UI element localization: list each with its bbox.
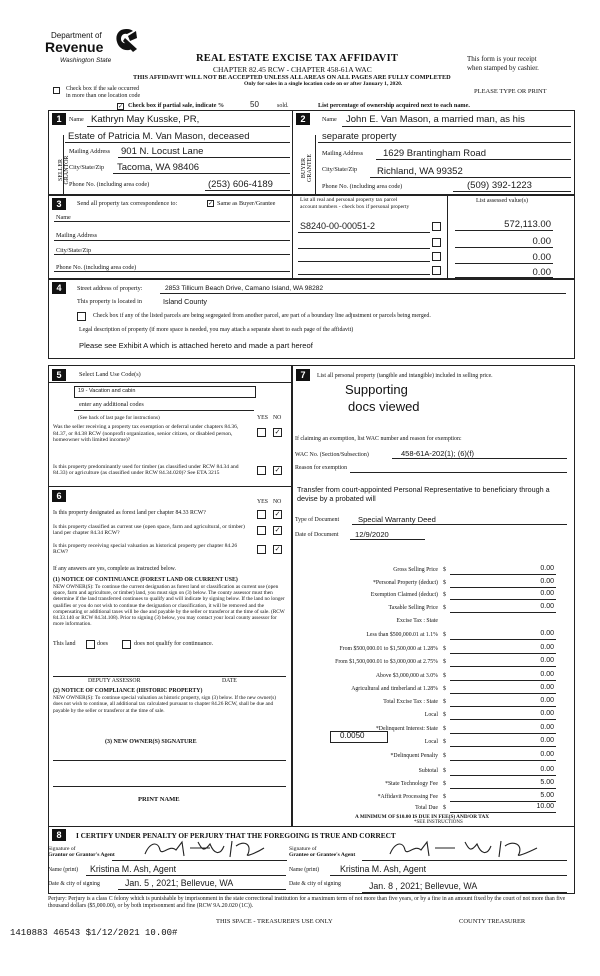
s6-no: NO <box>273 499 282 505</box>
tax-row-label: From $500,000.01 to $1,500,000 at 1.28% <box>339 646 438 652</box>
same-as-buyer-checkbox[interactable]: ✓ <box>208 200 214 207</box>
tax-row-value[interactable]: 5.00 <box>540 779 554 786</box>
tax-row-label: Exemption Claimed (deduct) <box>370 592 438 598</box>
recording-stamp: 1410883 46543 $1/12/2021 10.00# <box>10 928 178 938</box>
tax-row-label: *Delinquent Interest: State <box>375 726 438 732</box>
receipt-line1: This form is your receipt <box>467 55 537 63</box>
s5-q1: Was the seller receiving a property tax exemption or deferral under chapters 84.36, 84.37, or 84.38 RCW (nonprofit organization, senior citizen, or disabled person, homeowner with limited income)? <box>53 424 239 443</box>
segregated-checkbox[interactable] <box>77 312 86 321</box>
assessed-header: List assessed value(s) <box>476 198 528 204</box>
buyer-phone[interactable]: (509) 392-1223 <box>467 180 532 191</box>
dor-logo-icon <box>113 27 139 55</box>
tax-row-dollar-sign: $ <box>443 686 446 692</box>
tax-row-dollar-sign: $ <box>443 781 446 787</box>
seller-phone-label: Phone No. (including area code) <box>69 181 150 188</box>
notice2-body: NEW OWNER(S): To continue special valuation as historic property, sign (3) below. If the new owner(s) does not wish to continue, all additional tax calculated pursuant to chapter 84.26 RCW, shall be due and payable by the seller or transferor at the time of sale. <box>53 695 277 714</box>
section-3-badge: 3 <box>52 198 66 210</box>
tax-row-underline <box>450 733 556 734</box>
tax-row-underline <box>450 693 556 694</box>
tax-row-label: Agricultural and timberland at 1.28% <box>351 686 438 692</box>
doc-date-label: Date of Document <box>295 532 339 538</box>
buyer-side-label: BUYER GRANTEE <box>301 154 313 182</box>
section-2-badge: 2 <box>296 113 310 125</box>
land-use-code: 19 - Vacation and cabin <box>78 388 136 394</box>
print-name-label: PRINT NAME <box>138 796 180 803</box>
land-use-label: Select Land Use Code(s) <box>79 371 141 378</box>
if-yes-label: If any answers are yes, complete as instructed below. <box>53 566 176 572</box>
tax-row-dollar-sign: $ <box>443 712 446 718</box>
seller-city[interactable]: Tacoma, WA 98406 <box>117 162 200 173</box>
tax-row-value[interactable]: 0.00 <box>540 710 554 717</box>
tax-row-underline <box>450 760 556 761</box>
tax-row-underline <box>450 680 556 681</box>
s6-q2-no-checkbox[interactable]: ✓ <box>274 526 281 534</box>
grantor-name-label: Name (print) <box>48 867 79 873</box>
land-does-label: does <box>97 641 108 647</box>
land-does-not-checkbox[interactable] <box>122 640 131 649</box>
assessed-value-2[interactable]: 0.00 <box>532 236 551 247</box>
grantee-date-label: Date & city of signing <box>289 881 341 887</box>
tax-row-value[interactable]: 10.00 <box>536 803 554 810</box>
buyer-mailing[interactable]: 1629 Brantingham Road <box>383 148 486 159</box>
minimum-fee-note: A MINIMUM OF $10.00 IS DUE IN FEE(S) AND/OR TAX <box>355 814 490 820</box>
grantee-signature[interactable] <box>385 838 545 860</box>
please-type: PLEASE TYPE OR PRINT <box>474 88 547 95</box>
tax-row-dollar-sign: $ <box>443 768 446 774</box>
buyer-name-label: Name <box>322 116 337 123</box>
tax-row-label: Excise Tax : State <box>396 618 438 624</box>
partial-sale-label: Check box if partial sale, indicate % <box>128 102 225 109</box>
tax-row-value[interactable]: 0.00 <box>540 603 554 610</box>
tax-row-dollar-sign: $ <box>443 592 446 598</box>
tax-row-underline <box>450 639 556 640</box>
tax-row-label: Less than $500,000.01 at 1.1% <box>366 632 438 638</box>
buyer-name2[interactable]: separate property <box>322 131 397 142</box>
buyer-name1[interactable]: John E. Van Mason, a married man, as his <box>346 114 525 125</box>
s6-q2: Is this property classified as current use (open space, farm and agricultural, or timber) land per chapter 84.34 RCW? <box>53 524 245 537</box>
seller-city-label: City/State/Zip <box>69 164 105 171</box>
multi-location-line2: in more than one location code <box>66 93 141 99</box>
tax-row-dollar-sign: $ <box>443 794 446 800</box>
seller-mailing-label: Mailing Address <box>69 148 111 155</box>
partial-sale-checkbox[interactable]: ✓ <box>118 103 124 110</box>
tax-row-label: Above $3,000,000 at 3.0% <box>375 673 438 679</box>
s5-yes: YES <box>257 415 268 421</box>
tax-row-underline <box>450 788 556 789</box>
street-address[interactable]: 2853 Tillicum Beach Drive, Camano Island, WA 98282 <box>165 285 324 292</box>
s3-name-label: Name <box>56 214 71 221</box>
s3-city-label: City/State/Zip <box>56 247 92 254</box>
s5-q1-yes-checkbox[interactable] <box>257 428 266 437</box>
multi-location-checkbox[interactable] <box>53 87 60 94</box>
form-only-for: Only for sales in a single location code on or after January 1, 2020. <box>244 81 403 87</box>
personal-property-label: List all personal property (tangible and intangible) included in selling price. <box>317 373 493 379</box>
tax-row-value[interactable]: 0.00 <box>540 766 554 773</box>
partial-sale-sold: sold. <box>277 103 289 109</box>
tax-row-underline <box>450 746 556 747</box>
tax-row-value[interactable]: 0.00 <box>540 644 554 651</box>
tax-row-value[interactable]: 0.00 <box>540 578 554 585</box>
buyer-mailing-label: Mailing Address <box>322 150 364 157</box>
partial-sale-pct[interactable]: 50 <box>250 100 259 109</box>
tax-row-dollar-sign: $ <box>443 673 446 679</box>
section-7-badge: 7 <box>296 369 310 381</box>
tax-row-label: *Affidavit Processing Fee <box>377 794 438 800</box>
doc-type-label: Type of Document <box>295 517 340 523</box>
tax-row-label: Gross Selling Price <box>393 567 438 573</box>
section-5-badge: 5 <box>52 369 66 381</box>
s6-q1: Is this property designated as forest land per chapter 84.33 RCW? <box>53 510 206 516</box>
section-1-badge: 1 <box>52 113 66 125</box>
tax-row-underline <box>450 612 556 613</box>
tax-row-value[interactable]: 0.00 <box>540 724 554 731</box>
tax-row-dollar-sign: $ <box>443 567 446 573</box>
notice1-title: (1) NOTICE OF CONTINUANCE (FOREST LAND OR CURRENT USE) <box>53 577 238 583</box>
multi-location-line1: Check box if the sale occurred <box>66 86 140 92</box>
notice1-body: NEW OWNER(S): To continue the current designation as forest land or classification as current use (open space, farm and agriculture, or timber) land, you must sign on (3) below. The county assessor must then determine if the land transferred continues to qualify and will indicate by signing below. If the land no longer qualifies or you do not wish to continue the designation or classification, it will be removed and the compensating or additional taxes will be due and payable by the seller or transferor at the time of sale. (RCW 84.33.140 or RCW 84.34.108). Prior to signing (3) below, you may contact your local county assessor for more information. <box>53 584 285 628</box>
tax-row-underline <box>450 719 556 720</box>
tax-row-value[interactable]: 0.00 <box>540 630 554 637</box>
grantor-date-city[interactable]: Jan. 5 , 2021; Bellevue, WA <box>125 878 234 888</box>
tax-row-value[interactable]: 0.00 <box>540 590 554 597</box>
s6-q3-yes-checkbox[interactable] <box>257 545 266 554</box>
certify-statement: I CERTIFY UNDER PENALTY OF PERJURY THAT THE FOREGOING IS TRUE AND CORRECT <box>76 831 396 840</box>
buyer-city-label: City/State/Zip <box>322 166 358 173</box>
list-percentage: List percentage of ownership acquired next to each name. <box>318 102 470 109</box>
tax-row-underline <box>450 801 556 802</box>
tax-row-dollar-sign: $ <box>443 580 446 586</box>
legal-description[interactable]: Please see Exhibit A which is attached hereto and made a part hereof <box>79 341 313 350</box>
tax-row-label: Total Due <box>415 805 438 811</box>
s6-q1-no-checkbox[interactable]: ✓ <box>274 510 281 518</box>
tax-row-dollar-sign: $ <box>443 659 446 665</box>
exemption-reason[interactable]: Transfer from court-appointed Personal Representative to beneficiary through a devise by a probated will <box>297 485 550 503</box>
correspondence-label: Send all property tax correspondence to: <box>77 200 178 207</box>
doc-type[interactable]: Special Warranty Deed <box>358 515 436 524</box>
personal-property-checkbox-2[interactable] <box>432 238 441 247</box>
tax-row-label: Total Excise Tax : State <box>383 699 438 705</box>
tax-row-underline <box>450 599 556 600</box>
tax-row-label: Local <box>424 712 438 718</box>
tax-row-underline <box>450 653 556 654</box>
assessed-value-1[interactable]: 572,113.00 <box>504 219 551 230</box>
tax-row-value[interactable]: 5.00 <box>540 792 554 799</box>
s5-q1-no-checkbox[interactable]: ✓ <box>274 428 281 436</box>
s6-q1-yes-checkbox[interactable] <box>257 510 266 519</box>
tax-row-dollar-sign: $ <box>443 726 446 732</box>
tax-row-label: *Delinquent Penalty <box>390 753 438 759</box>
tax-row-underline <box>450 812 556 813</box>
s3-mailing-label: Mailing Address <box>56 232 98 239</box>
section-4-badge: 4 <box>52 282 66 294</box>
legal-description-label: Legal description of property (if more space is needed, you may attach a separate sheet to each page of the affidavit) <box>79 327 354 333</box>
local-rate: 0.0050 <box>340 731 365 740</box>
county-treasurer-label: COUNTY TREASURER <box>459 918 526 925</box>
tax-row-value[interactable]: 0.00 <box>540 697 554 704</box>
grantor-signature[interactable] <box>140 838 270 860</box>
notice2-title: (2) NOTICE OF COMPLIANCE (HISTORIC PROPERTY) <box>53 688 203 694</box>
tax-row-value[interactable]: 0.00 <box>540 751 554 758</box>
located-in[interactable]: Island County <box>163 297 207 306</box>
tax-row-underline <box>450 775 556 776</box>
perjury-notice: Perjury: Perjury is a class C felony which is punishable by imprisonment in the state correctional institution for a maximum term of not more than five years, or by a fine in an amount fixed by the court of not more than five thousand dollars ($5,000.00), or by both imprisonment and fine (RCW 9A.20.020 (1C)). <box>48 896 566 910</box>
s6-yes: YES <box>257 499 268 505</box>
assessed-value-4[interactable]: 0.00 <box>532 267 551 278</box>
treasurer-space-label: THIS SPACE - TREASURER'S USE ONLY <box>216 918 333 925</box>
tax-row-underline <box>450 587 556 588</box>
section-8-badge: 8 <box>52 829 66 841</box>
s5-q2-no-checkbox[interactable]: ✓ <box>274 466 281 474</box>
grantee-name-print[interactable]: Kristina M. Ash, Agent <box>340 864 427 874</box>
grantee-sig-label2: Grantee or Grantee's Agent <box>289 852 356 858</box>
receipt-line2: when stamped by cashier. <box>467 64 539 72</box>
personal-property-checkbox-4[interactable] <box>432 266 441 275</box>
tax-row-value[interactable]: 0.00 <box>540 565 554 572</box>
grantee-name-label: Name (print) <box>289 867 320 873</box>
parcels-header2: account numbers - check box if personal property <box>300 204 410 210</box>
segregated-label: Check box if any of the listed parcels are being segregated from another parcel, are part of a boundary line adjustment or parcels being merged. <box>93 313 431 319</box>
street-address-label: Street address of property: <box>77 285 143 292</box>
personal-property-checkbox-1[interactable] <box>432 222 441 231</box>
tax-row-dollar-sign: $ <box>443 605 446 611</box>
tax-row-dollar-sign: $ <box>443 739 446 745</box>
same-as-buyer-label: Same as Buyer/Grantee <box>217 200 276 207</box>
s6-q3: Is this property receiving special valuation as historical property per chapter 84.26 RCW? <box>53 543 238 556</box>
tax-row-label: Subtotal <box>418 768 438 774</box>
form-chapter: CHAPTER 82.45 RCW - CHAPTER 458-61A WAC <box>213 65 372 74</box>
deputy-date-label: DATE <box>222 678 237 684</box>
buyer-phone-label: Phone No. (including area code) <box>322 183 403 190</box>
land-does-not-label: does not qualify for continuance. <box>134 641 214 647</box>
form-title: REAL ESTATE EXCISE TAX AFFIDAVIT <box>196 53 399 64</box>
grantee-date-city[interactable]: Jan. 8 , 2021; Bellevue, WA <box>369 881 478 891</box>
additional-codes-label: enter any additional codes <box>79 401 144 408</box>
tax-row-dollar-sign: $ <box>443 699 446 705</box>
parcel-number-1[interactable]: S8240-00-00051-2 <box>300 221 376 231</box>
tax-row-underline <box>450 666 556 667</box>
tax-row-value[interactable]: 0.00 <box>540 684 554 691</box>
seller-name1[interactable]: Kathryn May Kusske, PR, <box>91 114 200 125</box>
grantor-sig-label1: Signature of <box>48 846 76 852</box>
tax-row-underline <box>450 574 556 575</box>
tax-row-value[interactable]: 0.00 <box>540 737 554 744</box>
wac-label: WAC No. (Section/Subsection) <box>295 452 369 458</box>
tax-row-dollar-sign: $ <box>443 632 446 638</box>
section-6-badge: 6 <box>52 490 66 502</box>
wac-number[interactable]: 458-61A-202(1); (6)(f) <box>401 449 474 458</box>
land-does-checkbox[interactable] <box>86 640 95 649</box>
doc-date[interactable]: 12/9/2020 <box>355 530 389 539</box>
s5-q2-yes-checkbox[interactable] <box>257 466 266 475</box>
s5-no: NO <box>273 415 282 421</box>
seller-side-label: SELLER GRANTOR <box>58 155 70 185</box>
personal-property-checkbox-3[interactable] <box>432 252 441 261</box>
see-back: (See back of last page for instructions) <box>78 415 160 421</box>
s5-q2: Is this property predominantly used for timber (as classified under RCW 84.34 and 84.33) or agriculture (as classified under RCW 84.34.020)? See ETA 3215 <box>53 464 239 477</box>
tax-row-underline <box>450 706 556 707</box>
tax-row-label: Local <box>424 739 438 745</box>
new-owner-signature-label: (3) NEW OWNER(S) SIGNATURE <box>105 739 197 745</box>
supporting-docs-line2[interactable]: docs viewed <box>348 399 420 414</box>
reason-label: Reason for exemption <box>295 465 348 471</box>
dept-line2: Revenue <box>45 39 104 55</box>
s6-q3-no-checkbox[interactable]: ✓ <box>274 545 281 553</box>
form-warning: THIS AFFIDAVIT WILL NOT BE ACCEPTED UNLESS ALL AREAS ON ALL PAGES ARE FULLY COMPLETED <box>133 74 451 81</box>
seller-mailing[interactable]: 901 N. Locust Lane <box>121 146 204 157</box>
grantor-name-print[interactable]: Kristina M. Ash, Agent <box>90 864 177 874</box>
parcels-header1: List all real and personal property tax parcel <box>300 197 398 203</box>
tax-row-dollar-sign: $ <box>443 646 446 652</box>
grantee-sig-label1: Signature of <box>289 846 317 852</box>
seller-phone[interactable]: (253) 606-4189 <box>208 179 273 190</box>
buyer-city[interactable]: Richland, WA 99352 <box>377 166 463 177</box>
dept-line1: Department of <box>51 31 102 40</box>
grantor-date-label: Date & city of signing <box>48 881 100 887</box>
tax-row-value[interactable]: 0.00 <box>540 671 554 678</box>
this-land-label: This land <box>53 641 76 647</box>
tax-row-label: *Personal Property (deduct) <box>372 580 438 586</box>
seller-name2[interactable]: Estate of Patricia M. Van Mason, deceased <box>68 131 250 142</box>
tax-row-label: *State Technology Fee <box>385 781 438 787</box>
s6-q2-yes-checkbox[interactable] <box>257 526 266 535</box>
located-in-label: This property is located in <box>77 298 142 305</box>
tax-row-dollar-sign: $ <box>443 753 446 759</box>
seller-name-label: Name <box>69 116 84 123</box>
see-instructions: *SEE INSTRUCTIONS <box>414 820 463 825</box>
s3-phone-label: Phone No. (including area code) <box>56 264 137 271</box>
tax-row-label: Taxable Selling Price <box>388 605 438 611</box>
supporting-docs-line1[interactable]: Supporting <box>345 382 408 397</box>
exemption-label: If claiming an exemption, list WAC number and reason for exemption: <box>295 436 462 442</box>
deputy-assessor-label: DEPUTY ASSESSOR <box>88 678 141 684</box>
assessed-value-3[interactable]: 0.00 <box>532 252 551 263</box>
tax-row-label: From $1,500,000.01 to $3,000,000 at 2.75% <box>335 659 438 665</box>
tax-row-value[interactable]: 0.00 <box>540 657 554 664</box>
grantor-sig-label2: Grantor or Grantor's Agent <box>48 852 115 858</box>
dept-line3: Washington State <box>60 57 112 64</box>
tax-row-dollar-sign: $ <box>443 805 446 811</box>
